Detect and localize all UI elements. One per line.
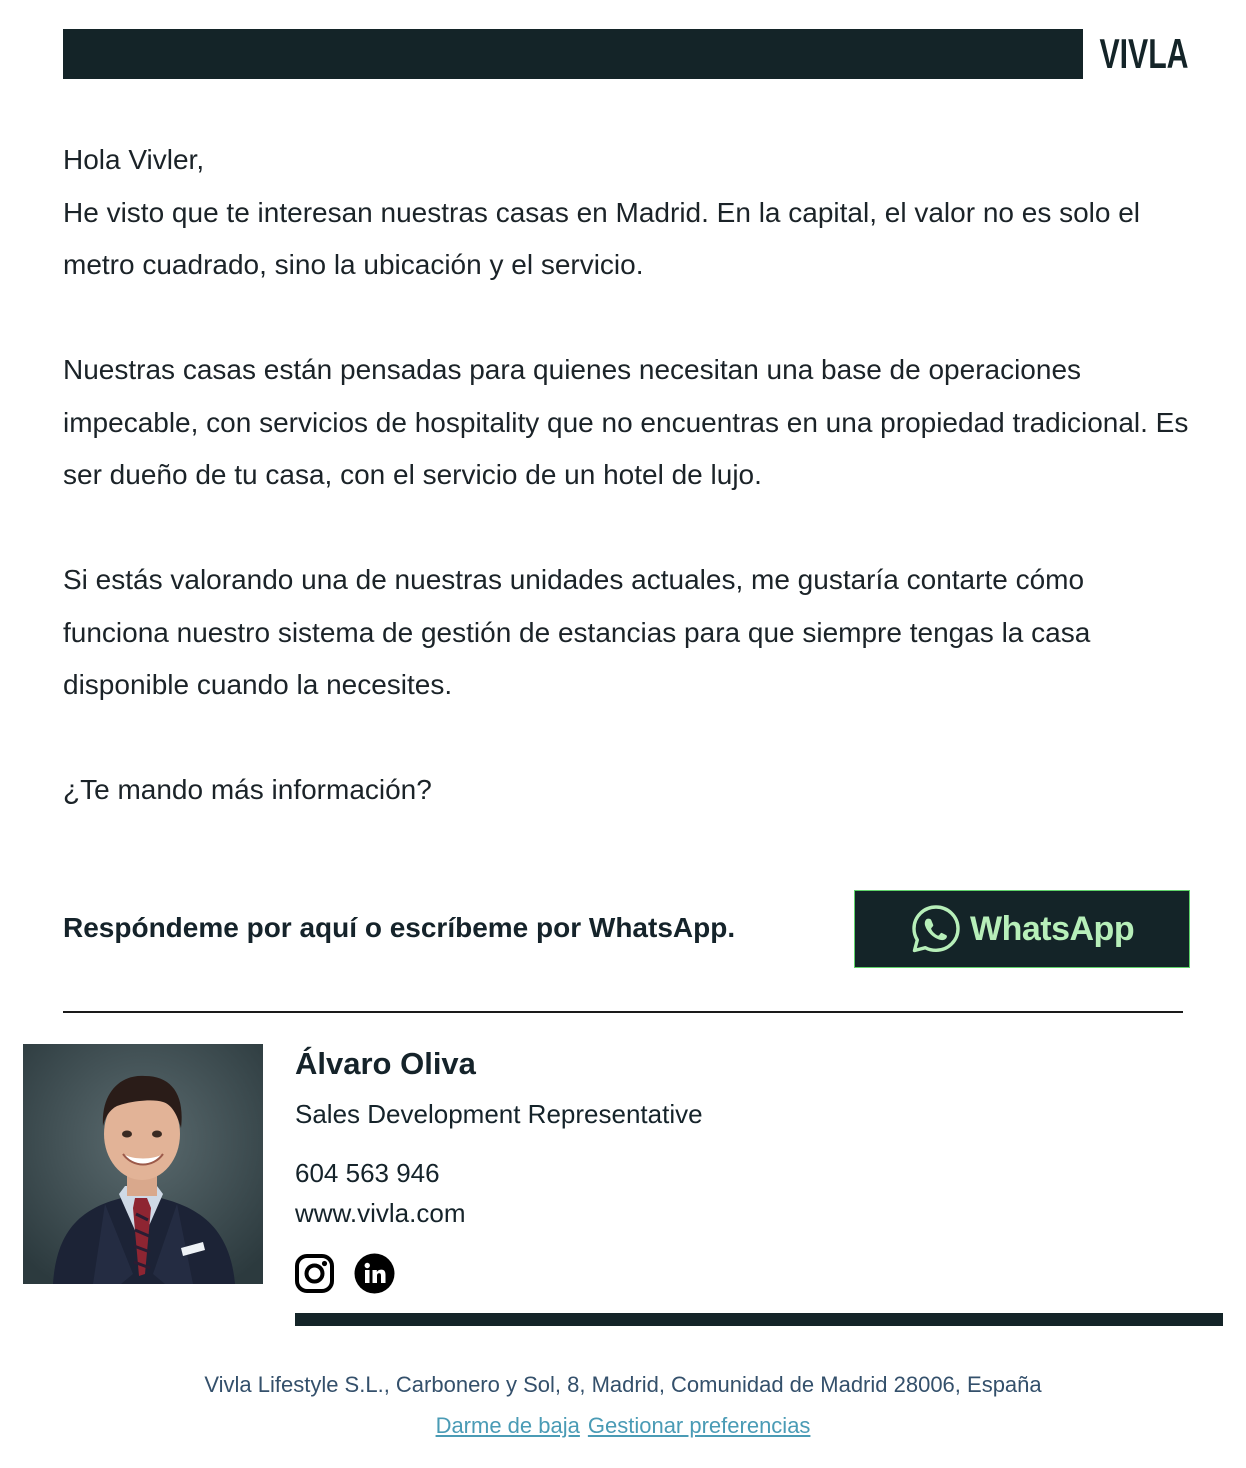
paragraph-1: He visto que te interesan nuestras casas en Madrid. En la capital, el valor no es solo el metro cuadrado, sino la ubicación y el servicio. — [63, 196, 1141, 280]
signature-bar — [295, 1313, 1223, 1326]
greeting: Hola Vivler, — [63, 144, 205, 175]
paragraph-3: Si estás valorando una de nuestras unidades actuales, me gustaría contarte cómo funciona nuestro sistema de gestión de estancias para que siempre tengas la casa disponible cuando la necesites. — [63, 564, 1091, 700]
whatsapp-label: WhatsApp — [970, 909, 1135, 948]
linkedin-icon[interactable] — [354, 1253, 395, 1294]
signature-role: Sales Development Representative — [295, 1099, 703, 1129]
signature-name: Álvaro Oliva — [295, 1046, 476, 1081]
instagram-icon[interactable] — [294, 1253, 335, 1294]
footer-address: Vivla Lifestyle S.L., Carbonero y Sol, 8, Madrid, Comunidad de Madrid 28006, España — [204, 1372, 1042, 1397]
divider — [63, 1011, 1183, 1013]
signature-phone[interactable]: 604 563 946 — [295, 1158, 440, 1188]
profile-photo — [23, 1044, 263, 1284]
question: ¿Te mando más información? — [63, 774, 432, 805]
paragraph-2: Nuestras casas están pensadas para quienes necesitan una base de operaciones impecable, con servicios de hospitality que no encuentras en una propiedad tradicional. Es ser dueño de tu casa, con el servicio de un hotel de lujo. — [63, 354, 1189, 490]
header-bar — [63, 29, 1083, 79]
footer-links — [0, 1413, 1246, 1439]
whatsapp-button[interactable] — [854, 890, 1190, 968]
whatsapp-icon — [910, 903, 962, 955]
manage-preferences-link[interactable]: Gestionar preferencias — [587, 1413, 811, 1438]
email-body — [63, 134, 1193, 817]
cta-text: Respóndeme por aquí o escríbeme por WhatsApp. — [63, 912, 736, 943]
signature-website[interactable]: www.vivla.com — [295, 1198, 466, 1228]
vivla-logo[interactable]: VIVLA — [1099, 30, 1189, 77]
unsubscribe-link[interactable]: Darme de baja — [435, 1413, 580, 1438]
